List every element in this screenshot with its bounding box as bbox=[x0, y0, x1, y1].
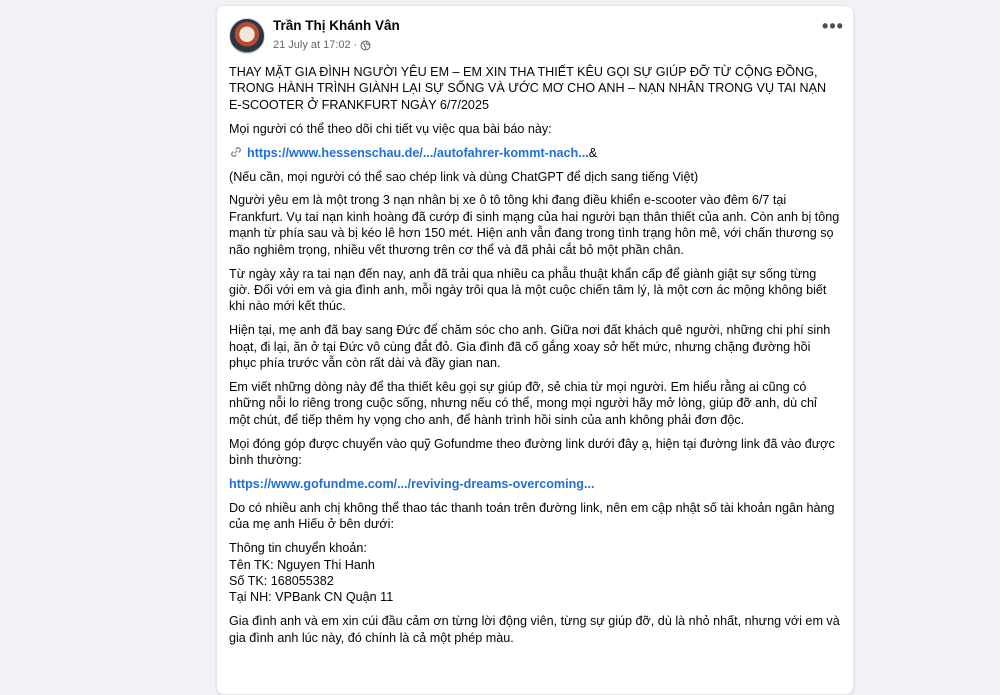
bank-account-name: Tên TK: Nguyen Thi Hanh bbox=[229, 557, 375, 572]
globe-icon[interactable] bbox=[360, 40, 371, 51]
post-body bbox=[229, 64, 841, 654]
post-paragraph: Gia đình anh và em xin cúi đầu cảm ơn từng lời động viên, từng sự giúp đỡ, dù là nhỏ nhất, nhưng với em và gia đình anh lúc này, đó chính là cả một phép màu. bbox=[229, 614, 840, 645]
author-block bbox=[273, 17, 400, 53]
post-heading: THAY MẶT GIA ĐÌNH NGƯỜI YÊU EM – EM XIN THA THIẾT KÊU GỌI SỰ GIÚP ĐỠ TỪ CỘNG ĐỒNG, TRONG HÀNH TRÌNH GIÀNH LẠI SỰ SỐNG VÀ ƯỚC MƠ CHO ANH – NẠN NHÂN TRONG VỤ TAI NẠN E-SCOOTER Ở FRANKFURT NGÀY 6/7/2025 bbox=[229, 65, 827, 112]
post-paragraph: (Nếu cần, mọi người có thể sao chép link và dùng ChatGPT để dịch sang tiếng Việt) bbox=[229, 169, 699, 184]
post-meta bbox=[273, 37, 400, 53]
meta-separator: · bbox=[353, 39, 358, 51]
gofundme-link[interactable]: https://www.gofundme.com/.../reviving-dreams-overcoming... bbox=[229, 477, 595, 492]
bank-info bbox=[229, 540, 841, 606]
post-paragraph: Người yêu em là một trong 3 nạn nhân bị xe ô tô tông khi đang điều khiển e-scooter vào đêm 6/7 tại Frankfurt. Vụ tai nạn kinh hoàng đã cướp đi sinh mạng của hai người bạn thân thiết của anh. Còn anh bị tông mạnh từ phía sau và bị kéo lê hơn 150 mét. Hiện anh vẫn đang trong tình trạng hôn mê, với chấn thương sọ não nghiêm trọng, nhiều vết thương trên cơ thể và đã phải cắt bỏ một phần chân. bbox=[229, 193, 840, 257]
post-paragraph: Em viết những dòng này để tha thiết kêu gọi sự giúp đỡ, sẻ chia từ mọi người. Em hiểu rằng ai cũng có những nỗi lo riêng trong cuộc sống, nhưng nếu có thể, mong mọi người hãy mở lòng, giúp đỡ anh, dù chỉ một chút, để tiếp thêm hy vọng cho anh, để hành trình hồi sinh của anh không phải đơn độc. bbox=[229, 380, 817, 427]
post-paragraph: Hiện tại, mẹ anh đã bay sang Đức để chăm sóc cho anh. Giữa nơi đất khách quê người, những chi phí sinh hoạt, đi lại, ăn ở tại Đức vô cùng đắt đỏ. Gia đình đã cố gắng xoay sở hết mức, nhưng chặng đường hồi phục phía trước vẫn còn rất dài và đầy gian nan. bbox=[229, 323, 831, 371]
more-options-icon[interactable]: ••• bbox=[822, 15, 844, 36]
post-header bbox=[229, 16, 841, 60]
post-paragraph: Từ ngày xảy ra tai nạn đến nay, anh đã trải qua nhiều ca phẫu thuật khẩn cấp để giành giật sự sống từng giờ. Đối với em và gia đình anh, mỗi ngày trôi qua là một cuộc chiến tâm lý, là một cơn ác mộng không biết khi nào mới kết thúc. bbox=[229, 266, 827, 314]
post-paragraph: Mọi người có thể theo dõi chi tiết vụ việc qua bài báo này: bbox=[229, 121, 552, 136]
link-suffix: & bbox=[588, 145, 598, 160]
bank-account-number: Số TK: 168055382 bbox=[229, 574, 334, 589]
post-paragraph: Mọi đóng góp được chuyển vào quỹ Gofundme theo đường link dưới đây ạ, hiện tại đường link đã vào được bình thường: bbox=[229, 436, 835, 468]
bank-name: Tại NH: VPBank CN Quận 11 bbox=[229, 590, 394, 605]
bank-info-title: Thông tin chuyển khoản: bbox=[229, 541, 367, 556]
article-link[interactable]: https://www.hessenschau.de/.../autofahrer-kommt-nach... bbox=[247, 145, 589, 160]
post-card bbox=[216, 5, 854, 695]
post-paragraph: Do có nhiều anh chị không thể thao tác thanh toán trên đường link, nên em cập nhật số tài khoản ngân hàng của mẹ anh Hiếu ở bên dưới: bbox=[229, 500, 835, 532]
avatar[interactable] bbox=[229, 18, 265, 54]
gofundme-link-row bbox=[229, 476, 841, 492]
article-link-row bbox=[229, 145, 841, 161]
author-name[interactable]: Trần Thị Khánh Vân bbox=[273, 18, 400, 33]
post-timestamp[interactable]: 21 July at 17:02 bbox=[273, 39, 351, 51]
link-icon bbox=[229, 146, 243, 158]
